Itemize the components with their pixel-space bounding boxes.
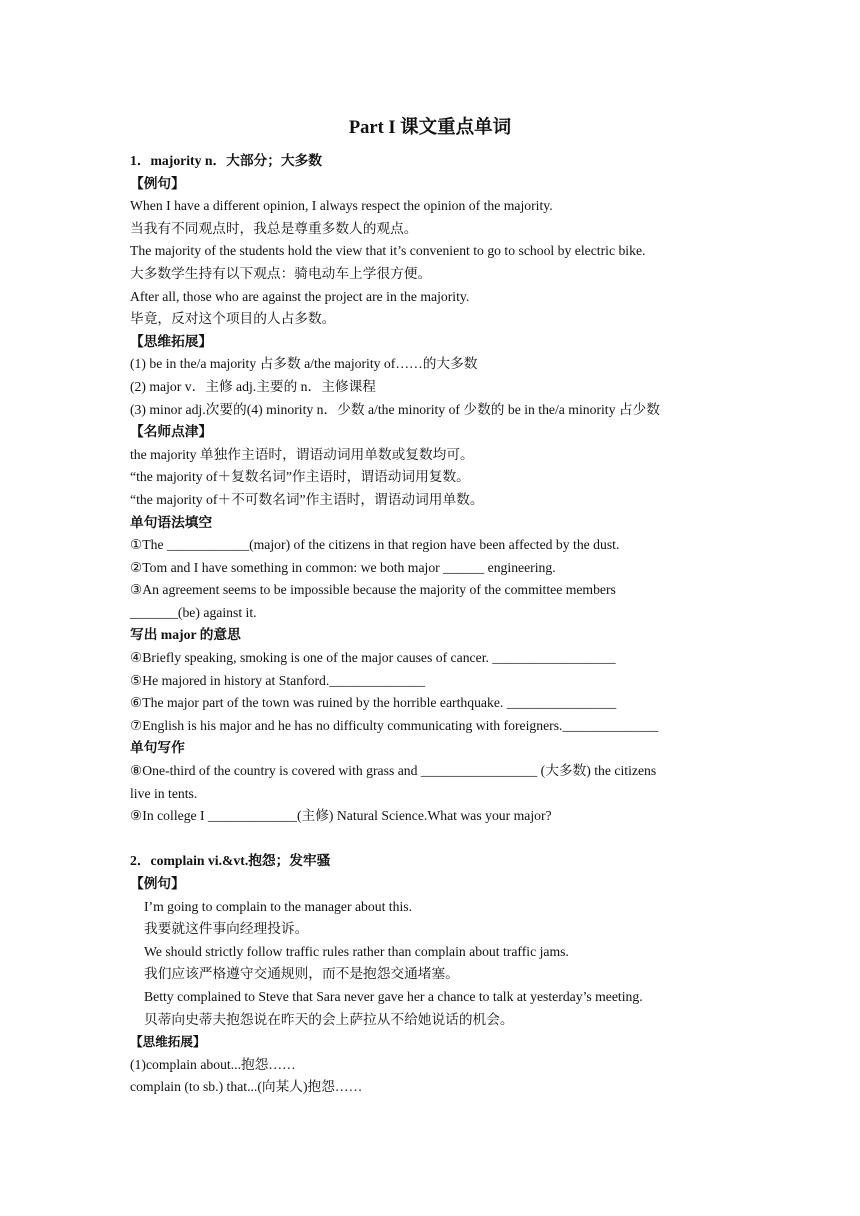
exercise-line: ⑥The major part of the town was ruined by the horrible earthquake. ________________ [130, 695, 617, 711]
extension-line: (3) minor adj.次要的(4) minority n．少数 a/the minority of 少数的 be in the/a minority 占少数 [130, 401, 660, 417]
example-line: 贝蒂向史蒂夫抱怨说在昨天的会上萨拉从不给她说话的机会。 [144, 1011, 514, 1027]
example-line: 我要就这件事向经理投诉。 [144, 921, 309, 937]
exercise-line: ④Briefly speaking, smoking is one of the major causes of cancer. __________________ [130, 650, 616, 666]
extension-label: 【思维拓展】 [130, 1035, 206, 1050]
exercise-line: ③An agreement seems to be impossible because the majority of the committee members [130, 582, 616, 598]
example-line: The majority of the students hold the view that it’s convenient to go to school by electric bike. [130, 243, 646, 259]
exercise-line: ②Tom and I have something in common: we both major ______ engineering. [130, 559, 556, 575]
example-line: Betty complained to Steve that Sara never gave her a chance to talk at yesterday’s meeting. [144, 988, 643, 1004]
exercise-line: ⑦English is his major and he has no difficulty communicating with foreigners.______________ [130, 717, 659, 733]
exercise-line: ⑨In college I _____________(主修) Natural Science.What was your major? [130, 808, 552, 824]
section-1-heading: 1．majority n．大部分；大多数 [130, 153, 322, 168]
extension-line: (1) be in the/a majority 占多数 a/the majority of……的大多数 [130, 356, 478, 372]
example-label: 【例句】 [130, 175, 185, 191]
example-line: 毕竟，反对这个项目的人占多数。 [130, 311, 336, 327]
example-label: 【例句】 [130, 876, 185, 891]
extension-line: (1)complain about...抱怨…… [130, 1056, 296, 1072]
example-line: After all, those who are against the project are in the majority. [130, 288, 470, 304]
page-title: Part I 课文重点单词 [348, 118, 512, 138]
extension-line: (2) major v．主修 adj.主要的 n．主修课程 [130, 378, 376, 394]
example-line: I’m going to complain to the manager about this. [144, 898, 412, 914]
section-2-heading: 2．complain vi.&vt.抱怨；发牢骚 [130, 853, 331, 869]
example-line: 我们应该严格遵守交通规则，而不是抱怨交通堵塞。 [144, 966, 459, 982]
fill-label: 单句语法填空 [130, 514, 213, 530]
exercise-line: _______(be) against it. [130, 604, 257, 620]
exercise-line: ⑤He majored in history at Stanford.______________ [130, 672, 426, 688]
example-line: We should strictly follow traffic rules rather than complain about traffic jams. [144, 943, 569, 959]
example-line: 当我有不同观点时，我总是尊重多数人的观点。 [130, 220, 418, 236]
exercise-line: ①The ____________(major) of the citizens in that region have been affected by the dust. [130, 537, 620, 553]
exercise-line: ⑧One-third of the country is covered with grass and _________________ (大多数) the citizens [130, 763, 657, 779]
tip-line: the majority 单独作主语时，谓语动词用单数或复数均可。 [130, 446, 474, 462]
tip-line: “the majority of＋复数名词”作主语时，谓语动词用复数。 [130, 469, 470, 485]
example-line: 大多数学生持有以下观点：骑电动车上学很方便。 [130, 265, 432, 281]
extension-label: 【思维拓展】 [130, 333, 213, 349]
write-label: 单句写作 [130, 740, 185, 756]
tip-label: 【名师点津】 [130, 424, 213, 440]
tip-line: “the majority of＋不可数名词”作主语时，谓语动词用单数。 [130, 491, 484, 507]
exercise-line: live in tents. [130, 785, 198, 801]
section-spacer [130, 828, 730, 851]
example-line: When I have a different opinion, I always respect the opinion of the majority. [130, 198, 553, 214]
meaning-label: 写出 major 的意思 [130, 627, 241, 643]
extension-line: complain (to sb.) that...(向某人)抱怨…… [130, 1079, 363, 1095]
document-body [130, 150, 730, 1099]
